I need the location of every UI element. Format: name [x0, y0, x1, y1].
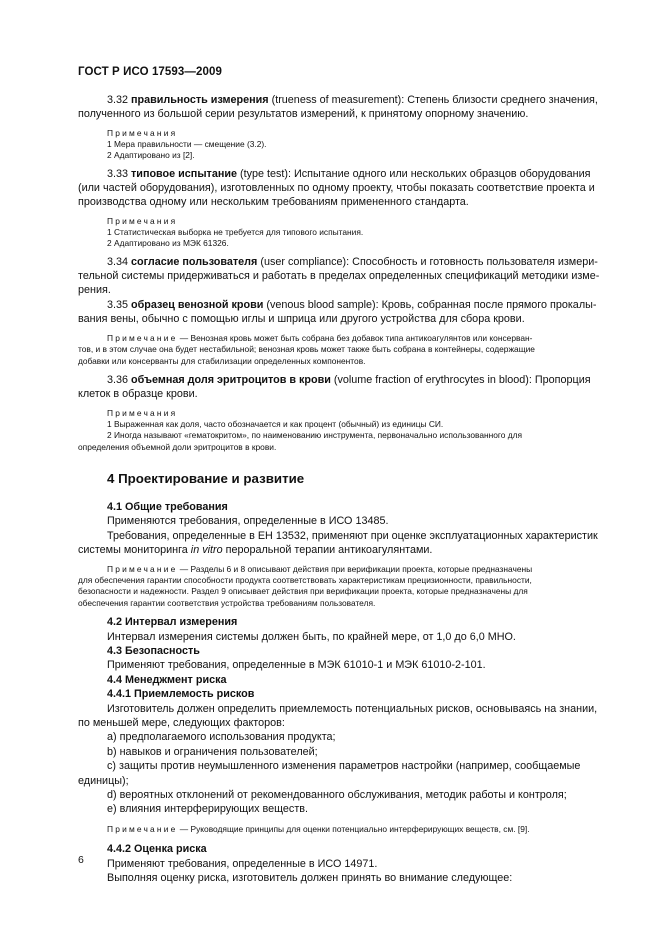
notes-label: Примечания — [107, 215, 178, 226]
subsection-title: 4.4 Менеджмент риска — [107, 673, 227, 686]
term-3-34-def: рения. — [78, 284, 111, 297]
note-item: 2 Адаптировано из МЭК 61326. — [107, 238, 229, 249]
note-line: для обеспечения гарантии способности продукта соответствовать характеристикам прецизионности, правильности, — [78, 574, 532, 585]
document-header: ГОСТ Р ИСО 17593—2009 — [78, 66, 223, 78]
notes-label: Примечания — [107, 127, 178, 138]
paragraph: Требования, определенные в ЕН 13532, применяют при оценке эксплуатационных характеристик — [107, 529, 598, 542]
list-item: d) вероятных отклонений от рекомендованного обслуживания, методик работы и контроля; — [107, 789, 567, 802]
paragraph: Применяются требования, определенные в ИСО 13485. — [107, 515, 389, 528]
term-3-33: 3.33 типовое испытание (type test): Испытание одного или нескольких образцов оборудования — [107, 167, 591, 180]
paragraph: Применяют требования, определенные в ИСО 14971. — [107, 857, 378, 870]
subsection-title: 4.3 Безопасность — [107, 645, 200, 657]
note-line: обеспечения гарантии соответствия устройства требованиям пользователя. — [78, 597, 376, 608]
note-item: 1 Выраженная как доля, часто обозначается и как процент (обычный) из единицы СИ. — [107, 418, 444, 429]
paragraph: Изготовитель должен определить приемлемость потенциальных рисков, основываясь на знании, — [107, 702, 598, 715]
note-item: 2 Иногда называют «гематокритом», по наименованию инструмента, первоначально использованного для — [107, 430, 523, 441]
subsection-title: 4.4.2 Оценка риска — [107, 843, 207, 856]
paragraph: по меньшей мере, следующих факторов: — [78, 717, 285, 730]
paragraph: системы мониторинга in vitro пероральной терапии антикоагулянтами. — [78, 544, 433, 557]
paragraph: Выполняя оценку риска, изготовитель должен принять во внимание следующее: — [107, 872, 513, 885]
note-line: тов, и в этом случае она будет нестабильной; венозная кровь может также быть собрана в контейнеры, содержащие — [78, 344, 535, 355]
list-item: b) навыков и ограничения пользователей; — [107, 745, 318, 758]
note-item: 1 Статистическая выборка не требуется для типового испытания. — [107, 226, 364, 237]
note-line: безопасности и надежности. Раздел 9 описывает действия при верификации проекта, которые предназначены для — [78, 586, 528, 597]
note-block: Примечание — Руководящие принципы для оценки потенциально интерферирующих веществ, см. [9]. — [107, 823, 530, 834]
subsection-title: 4.4.1 Приемлемость рисков — [107, 688, 255, 701]
note-line: добавки или консерванты для стабилизации определенных компонентов. — [78, 355, 366, 366]
page-content — [78, 93, 615, 886]
term-3-36-def: клеток в образце крови. — [78, 388, 198, 401]
note-block: Примечание — Разделы 6 и 8 описывают действия при верификации проекта, которые предназначены — [107, 563, 533, 574]
list-item: a) предполагаемого использования продукта; — [107, 731, 336, 744]
term-3-35-def: вания вены, обычно с помощью иглы и шприца или другого устройства для сбора крови. — [78, 313, 525, 326]
note-line: определения объемной доли эритроцитов в крови. — [78, 441, 277, 452]
list-item: c) защиты против неумышленного изменения параметров настройки (например, сообщаемые — [107, 760, 581, 773]
note-item: 1 Мера правильности — смещение (3.2). — [107, 138, 267, 149]
term-3-32-def: полученного из большой серии результатов измерений, к принятому опорному значению. — [78, 108, 529, 121]
list-item: единицы); — [78, 774, 129, 787]
paragraph: Применяют требования, определенные в МЭК 61010-1 и МЭК 61010-2-101. — [107, 659, 486, 672]
term-3-32: 3.32 правильность измерения (trueness of measurement): Степень близости среднего значения, — [107, 94, 598, 106]
term-3-34: 3.34 согласие пользователя (user compliance): Способность и готовность пользователя измери- — [107, 255, 598, 268]
term-3-34-def: тельной системы придерживаться и работать в пределах определенных спецификаций методики изме- — [78, 270, 600, 283]
note-item: 2 Адаптировано из [2]. — [107, 150, 195, 161]
paragraph: Интервал измерения системы должен быть, по крайней мере, от 1,0 до 6,0 МНО. — [107, 630, 516, 643]
notes-label: Примечания — [107, 407, 178, 418]
section-title: 4 Проектирование и развитие — [107, 470, 305, 486]
note-block: Примечание — Венозная кровь может быть собрана без добавок типа антикоагулянтов или консерван- — [107, 332, 533, 343]
term-3-33-def: производства одному или нескольким требованиям примененного стандарта. — [78, 196, 469, 209]
page-number: 6 — [78, 854, 84, 866]
list-item: e) влияния интерферирующих веществ. — [107, 803, 309, 816]
subsection-title: 4.1 Общие требования — [107, 500, 228, 513]
term-3-35: 3.35 образец венозной крови (venous blood sample): Кровь, собранная после прямого прокалы- — [107, 298, 597, 311]
subsection-title: 4.2 Интервал измерения — [107, 616, 238, 629]
term-3-33-def: (или частей оборудования), изготовленных по одному проекту, чтобы показать соответствие проекта и — [78, 182, 595, 195]
term-3-36: 3.36 объемная доля эритроцитов в крови (volume fraction of erythrocytes in blood): Пропорция — [107, 373, 591, 386]
